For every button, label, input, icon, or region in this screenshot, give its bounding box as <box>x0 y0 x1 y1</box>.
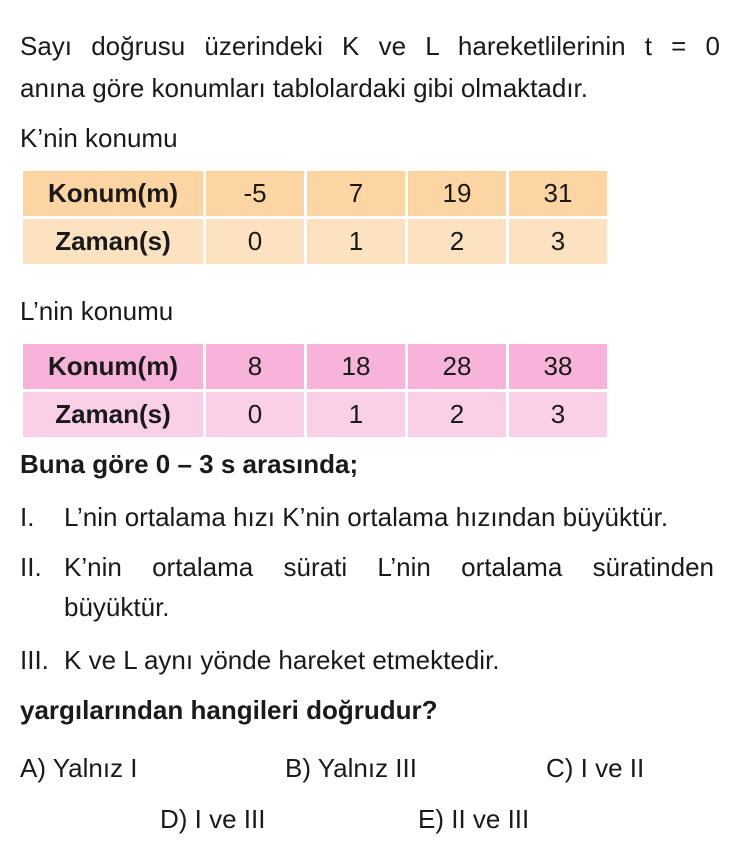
statement-number: I. <box>20 502 35 532</box>
l-position-header: Konum(m) <box>22 343 205 391</box>
statement-1 <box>20 497 720 537</box>
statement-2 <box>20 547 720 627</box>
k-time-cell: 1 <box>306 218 407 266</box>
option-b[interactable]: B) Yalnız III <box>285 753 417 783</box>
k-position-cell: -5 <box>205 170 306 218</box>
l-table-caption: L’nin konumu <box>20 296 174 326</box>
k-position-row <box>22 170 609 218</box>
l-position-table <box>20 341 610 440</box>
statement-text-continued: büyüktür. <box>64 592 170 622</box>
k-table-caption: K’nin konumu <box>20 123 178 153</box>
k-time-row <box>22 218 609 266</box>
statement-number: III. <box>20 645 49 675</box>
statement-text: L’nin ortalama hızı K’nin ortalama hızından büyüktür. <box>64 502 669 532</box>
statement-number: II. <box>20 552 42 582</box>
l-position-cell: 28 <box>407 343 508 391</box>
l-time-row <box>22 391 609 439</box>
l-position-cell: 38 <box>508 343 609 391</box>
l-position-cell: 8 <box>205 343 306 391</box>
k-position-cell: 7 <box>306 170 407 218</box>
k-time-cell: 0 <box>205 218 306 266</box>
l-time-cell: 3 <box>508 391 609 439</box>
k-time-cell: 2 <box>407 218 508 266</box>
k-position-cell: 31 <box>508 170 609 218</box>
k-time-header: Zaman(s) <box>22 218 205 266</box>
option-e[interactable]: E) II ve III <box>418 804 530 834</box>
l-time-cell: 1 <box>306 391 407 439</box>
intro-line-2: anına göre konumları tablolardaki gibi olmaktadır. <box>20 73 588 103</box>
statement-text: K’nin ortalama sürati L’nin ortalama süratinden <box>64 552 714 582</box>
l-time-header: Zaman(s) <box>22 391 205 439</box>
option-a[interactable]: A) Yalnız I <box>20 753 138 783</box>
l-position-cell: 18 <box>306 343 407 391</box>
k-position-table <box>20 168 610 267</box>
l-time-cell: 0 <box>205 391 306 439</box>
k-time-cell: 3 <box>508 218 609 266</box>
option-d[interactable]: D) I ve III <box>160 804 266 834</box>
k-position-cell: 19 <box>407 170 508 218</box>
intro-line-1: Sayı doğrusu üzerindeki K ve L hareketlilerinin t = 0 <box>20 31 720 61</box>
l-position-row <box>22 343 609 391</box>
l-time-cell: 2 <box>407 391 508 439</box>
statement-text: K ve L aynı yönde hareket etmektedir. <box>64 645 500 675</box>
condition-text: Buna göre 0 – 3 s arasında; <box>20 449 359 479</box>
option-c[interactable]: C) I ve II <box>546 753 645 783</box>
k-position-header: Konum(m) <box>22 170 205 218</box>
question-text: yargılarından hangileri doğrudur? <box>20 695 438 725</box>
statement-3 <box>20 640 720 680</box>
